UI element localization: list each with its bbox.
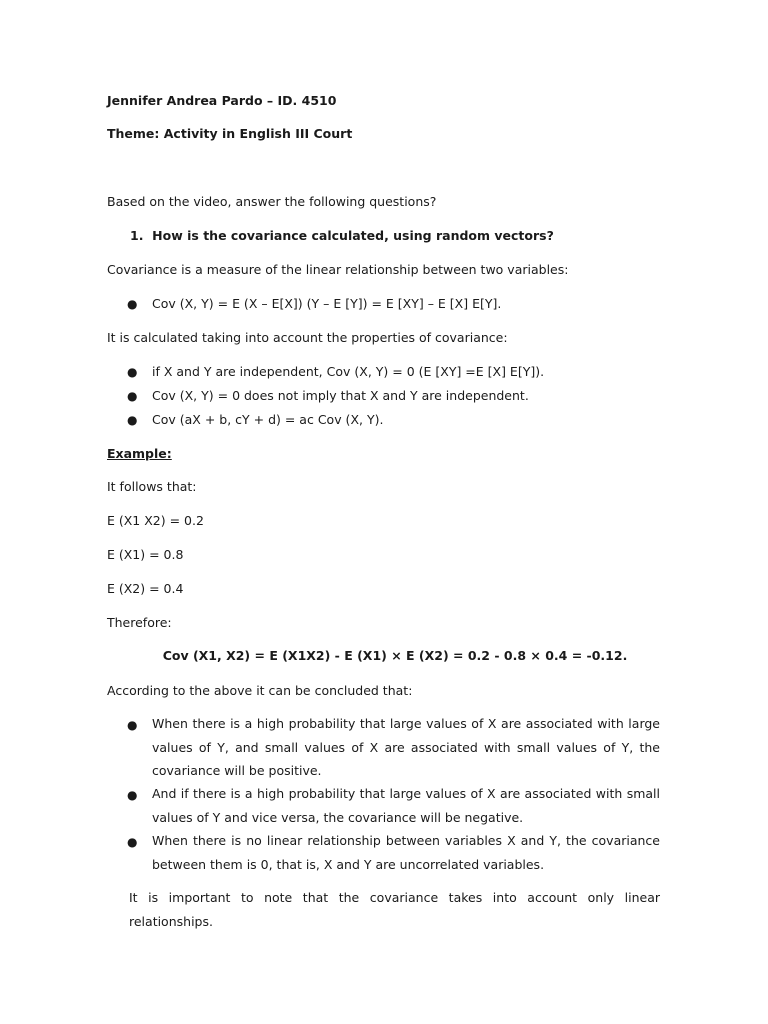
question-1-number: 1. (130, 228, 144, 243)
therefore-text: Therefore: (107, 615, 172, 630)
conclusion-item: And if there is a high probability that large values of X are associated with small values of Y and vice versa, the covariance will be negative. (152, 786, 660, 825)
bullet-icon: ● (127, 297, 138, 311)
definition-text: Covariance is a measure of the linear relationship between two variables: (107, 262, 569, 277)
bullet-icon: ● (127, 365, 138, 379)
theme-line: Theme: Activity in English III Court (107, 126, 353, 141)
bullet-icon: ● (127, 718, 138, 732)
question-1-text: How is the covariance calculated, using random vectors? (152, 228, 554, 243)
conclusion-item: When there is no linear relationship between variables X and Y, the covariance between them is 0, that is, X and Y are uncorrelated variables. (152, 833, 660, 872)
conclusion-item: When there is a high probability that large values of X are associated with large values of Y, and small values of X are associated with small values of Y, the covariance will be positive. (152, 716, 660, 778)
property-item: Cov (aX + b, cY + d) = ac Cov (X, Y). (152, 412, 384, 427)
formula-bullet: Cov (X, Y) = E (X – E[X]) (Y – E [Y]) = E [XY] – E [X] E[Y]. (152, 296, 502, 311)
conclusion-intro: According to the above it can be concluded that: (107, 683, 413, 698)
bullet-icon: ● (127, 835, 138, 849)
value-line: E (X2) = 0.4 (107, 581, 184, 596)
intro-text: Based on the video, answer the following questions? (107, 194, 437, 209)
value-line: E (X1 X2) = 0.2 (107, 513, 204, 528)
value-line: E (X1) = 0.8 (107, 547, 184, 562)
bullet-icon: ● (127, 788, 138, 802)
question-1 (130, 227, 554, 245)
result-formula: Cov (X1, X2) = E (X1X2) - E (X1) × E (X2) = 0.2 - 0.8 × 0.4 = -0.12. (162, 648, 628, 663)
bullet-icon: ● (127, 413, 138, 427)
note-paragraph: It is important to note that the covariance takes into account only linear relationships. (129, 890, 660, 929)
property-item: Cov (X, Y) = 0 does not imply that X and Y are independent. (152, 388, 529, 403)
properties-intro: It is calculated taking into account the properties of covariance: (107, 330, 508, 345)
property-item: if X and Y are independent, Cov (X, Y) = 0 (E [XY] =E [X] E[Y]). (152, 364, 545, 379)
bullet-icon: ● (127, 389, 138, 403)
follows-text: It follows that: (107, 479, 197, 494)
author-line: Jennifer Andrea Pardo – ID. 4510 (107, 93, 337, 108)
example-heading: Example: (107, 446, 172, 461)
